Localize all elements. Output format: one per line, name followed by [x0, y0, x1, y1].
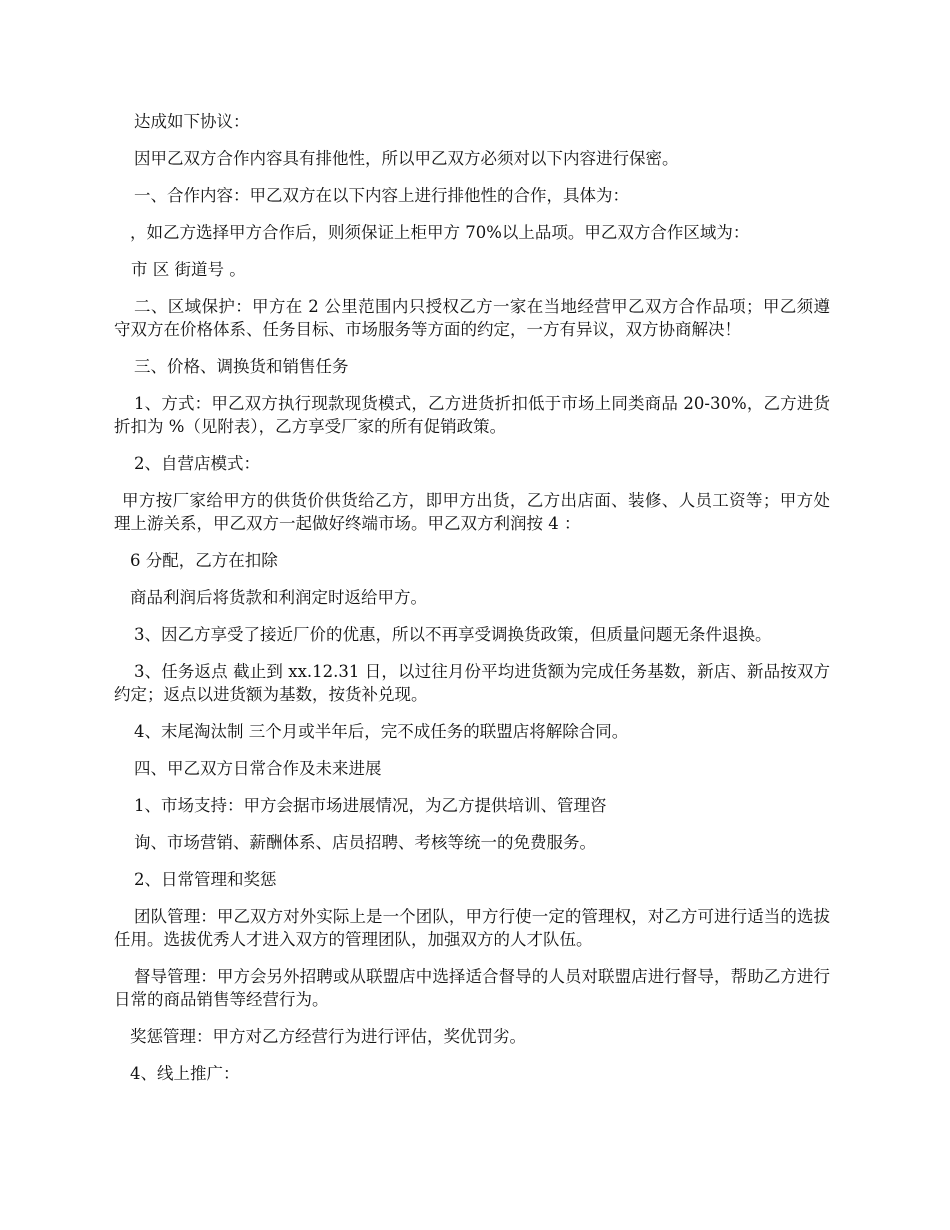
paragraph-exchange-policy: 3、因乙方享受了接近厂价的优惠，所以不再享受调换货政策，但质量问题无条件退换。 — [134, 625, 772, 644]
paragraph-self-operated-body: 甲方按厂家给甲方的供货价供货给乙方，即甲方出货，乙方出店面、装修、人员工资等；甲方处理上游关系，甲乙双方一起做好终端市场。甲乙双方利润按 4 ： — [114, 491, 830, 533]
paragraph-daily-management-heading: 2、日常管理和奖惩 — [134, 870, 277, 889]
paragraph-profit-return: 商品利润后将货款和利润定时返给甲方。 — [130, 588, 427, 607]
paragraph-region-address: 市 区 街道号 。 — [131, 260, 246, 279]
paragraph-section-2-region-protection: 二、区域保护：甲方在 2 公里范围内只授权乙方一家在当地经营甲乙双方合作品项；甲乙须遵守双方在价格体系、任务目标、市场服务等方面的约定，一方有异议，双方协商解决！ — [114, 297, 830, 339]
paragraph-task-rebate: 3、任务返点 截止到 xx.12.31 日，以过往月份平均进货额为完成任务基数，新店、新品按双方约定；返点以进货额为基数，按货补兑现。 — [114, 662, 830, 704]
paragraph-payment-method: 1、方式：甲乙双方执行现款现货模式，乙方进货折扣低于市场上同类商品 20-30%，乙方进货折扣为 %（见附表），乙方享受厂家的所有促销政策。 — [114, 394, 830, 436]
paragraph-reward-punishment: 奖惩管理：甲方对乙方经营行为进行评估，奖优罚劣。 — [130, 1027, 526, 1046]
document-body — [114, 110, 830, 1099]
paragraph-self-operated-heading: 2、自营店模式： — [134, 454, 260, 473]
paragraph-section-3-heading: 三、价格、调换货和销售任务 — [134, 357, 349, 376]
paragraph-section-4-heading: 四、甲乙双方日常合作及未来进展 — [134, 759, 382, 778]
paragraph-supervision-management: 督导管理：甲方会另外招聘或从联盟店中选择适合督导的人员对联盟店进行督导，帮助乙方进行日常的商品销售等经营行为。 — [114, 967, 830, 1009]
paragraph-market-support-cont: 询、市场营销、薪酬体系、店员招聘、考核等统一的免费服务。 — [134, 833, 596, 852]
paragraph-section-1-cooperation: 一、合作内容：甲乙双方在以下内容上进行排他性的合作，具体为： — [134, 186, 629, 205]
paragraph-cooperation-terms: ，如乙方选择甲方合作后，则须保证上柜甲方 70%以上品项。甲乙双方合作区域为： — [130, 223, 750, 242]
paragraph-profit-split: 6 分配，乙方在扣除 — [130, 551, 278, 570]
paragraph-confidentiality: 因甲乙双方合作内容具有排他性，所以甲乙双方必须对以下内容进行保密。 — [134, 149, 679, 168]
paragraph-online-promotion: 4、线上推广： — [130, 1064, 240, 1083]
paragraph-team-management: 团队管理：甲乙双方对外实际上是一个团队，甲方行使一定的管理权，对乙方可进行适当的选拔任用。选拔优秀人才进入双方的管理团队，加强双方的人才队伍。 — [114, 907, 830, 949]
paragraph-market-support: 1、市场支持：甲方会据市场进展情况，为乙方提供培训、管理咨 — [134, 796, 607, 815]
paragraph-intro: 达成如下协议： — [134, 112, 250, 131]
paragraph-elimination: 4、末尾淘汰制 三个月或半年后，完不成任务的联盟店将解除合同。 — [134, 722, 629, 741]
